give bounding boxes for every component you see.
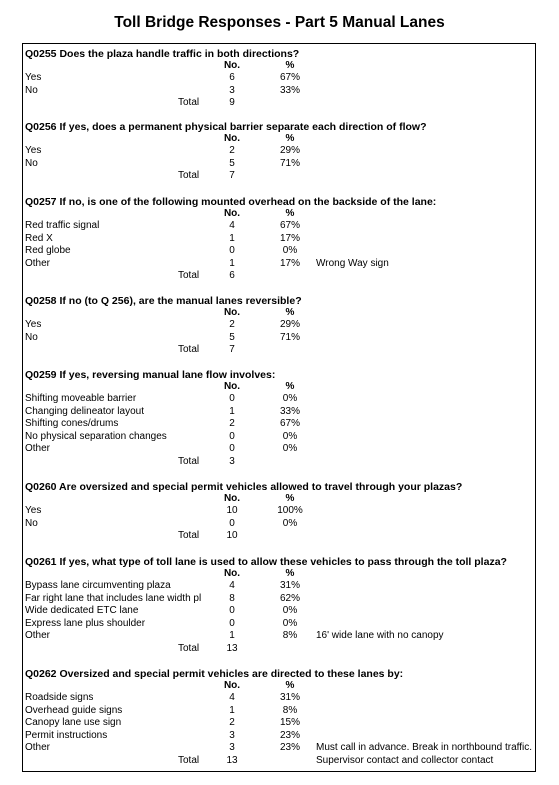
answer-row — [25, 319, 302, 332]
column-header-row — [25, 60, 299, 72]
answer-label: Yes — [25, 145, 42, 156]
answer-row — [25, 405, 300, 419]
answer-count: 2 — [229, 319, 235, 330]
answer-percent: 0% — [282, 617, 298, 629]
total-row — [25, 170, 426, 183]
answer-percent: 0% — [282, 605, 298, 616]
total-label: Total — [178, 170, 200, 181]
answer-percent: 62% — [279, 592, 300, 604]
answer-row — [25, 630, 507, 643]
answer-label: No — [25, 157, 38, 169]
answer-count: 0 — [229, 245, 235, 256]
answer-percent: 0% — [282, 245, 298, 256]
column-header-row — [25, 493, 462, 505]
answer-row — [25, 158, 426, 171]
question-q0259 — [25, 369, 300, 468]
answer-count: 2 — [229, 145, 235, 156]
answer-row — [25, 705, 403, 718]
answer-percent: 67% — [279, 418, 300, 429]
answer-count: 1 — [229, 630, 235, 641]
answer-percent: 0% — [282, 393, 298, 404]
total-label: Total — [178, 754, 200, 766]
answer-count: 8 — [229, 592, 235, 604]
answer-row — [25, 518, 462, 531]
answer-row — [25, 618, 507, 631]
answer-label: Other — [25, 257, 51, 269]
answer-percent: 8% — [282, 704, 298, 716]
answer-percent: 100% — [277, 505, 303, 516]
answer-row — [25, 72, 299, 85]
answer-row — [25, 85, 299, 98]
total-row — [25, 344, 302, 357]
answer-label: Yes — [25, 505, 42, 516]
column-header-pct: % — [285, 493, 295, 504]
question-title: Q0262 Oversized and special permit vehicles are directed to these lanes by: — [25, 668, 404, 680]
answer-row — [25, 145, 426, 158]
total-row — [25, 97, 299, 110]
column-header-no: No. — [223, 307, 241, 318]
column-header-pct: % — [285, 568, 295, 579]
answer-label: Red X — [25, 232, 53, 244]
answer-row — [25, 605, 507, 618]
answer-label: Shifting moveable barrier — [25, 393, 137, 404]
question-title: Q0257 If no, is one of the following mounted overhead on the backside of the lane: — [25, 196, 437, 208]
answer-row — [25, 393, 298, 406]
total-row — [25, 456, 275, 469]
answer-count: 0 — [229, 443, 235, 454]
answer-percent: 33% — [279, 405, 300, 417]
answer-note: Wrong Way sign — [316, 257, 389, 269]
column-header-no: No. — [223, 133, 241, 144]
column-header-pct: % — [285, 307, 295, 318]
question-title: Q0258 If no (to Q 256), are the manual lanes reversible? — [25, 295, 302, 307]
column-header-no: No. — [223, 568, 241, 579]
total-count: 13 — [226, 642, 238, 654]
answer-row — [25, 418, 300, 431]
answer-label: No physical separation changes — [25, 430, 167, 442]
column-header-row — [25, 381, 295, 393]
question-q0257 — [25, 196, 436, 283]
question-title: Q0255 Does the plaza handle traffic in both directions? — [25, 48, 300, 60]
total-label: Total — [178, 455, 200, 467]
answer-count: 0 — [229, 393, 235, 404]
question-q0262 — [25, 668, 533, 767]
total-label: Total — [178, 97, 200, 108]
answer-percent: 31% — [279, 580, 300, 591]
answer-count: 1 — [229, 405, 235, 417]
answer-row — [25, 220, 436, 233]
column-header-row — [25, 208, 436, 220]
answer-row — [25, 742, 533, 755]
total-count: 7 — [229, 170, 235, 181]
total-label: Total — [178, 642, 200, 654]
answer-label: No — [25, 331, 38, 343]
column-header-row — [25, 133, 426, 145]
answer-label: Bypass lane circumventing plaza — [25, 580, 171, 591]
question-title: Q0259 If yes, reversing manual lane flow involves: — [25, 369, 276, 381]
total-row — [25, 643, 507, 656]
answer-count: 2 — [229, 418, 235, 429]
question-q0255 — [25, 48, 299, 110]
answer-row — [25, 245, 436, 258]
total-note: Supervisor contact and collector contact — [316, 754, 494, 766]
answer-count: 3 — [229, 84, 235, 96]
answer-count: 1 — [229, 232, 235, 244]
answer-label: No — [25, 517, 38, 529]
answer-row — [25, 505, 462, 518]
column-header-row — [25, 568, 507, 580]
total-row — [25, 530, 462, 543]
answer-label: Overhead guide signs — [25, 704, 123, 716]
answer-label: Express lane plus shoulder — [25, 617, 146, 629]
question-title: Q0261 If yes, what type of toll lane is used to allow these vehicles to pass through the toll plaza? — [25, 556, 507, 568]
answer-row — [25, 332, 302, 345]
answer-percent: 29% — [279, 319, 300, 330]
answer-label: Canopy lane use sign — [25, 717, 122, 728]
answer-label: Red globe — [25, 245, 71, 256]
answer-percent: 0% — [282, 443, 298, 454]
column-header-row — [25, 307, 302, 319]
answer-label: No — [25, 84, 38, 96]
answer-percent: 67% — [279, 220, 300, 231]
column-header-pct: % — [285, 133, 295, 144]
question-q0256 — [25, 121, 426, 183]
answer-count: 0 — [229, 517, 235, 529]
answer-count: 2 — [229, 717, 235, 728]
answer-row — [25, 233, 436, 246]
column-header-no: No. — [223, 381, 241, 392]
question-title: Q0256 If yes, does a permanent physical barrier separate each direction of flow? — [25, 121, 427, 133]
answer-percent: 8% — [282, 630, 298, 641]
total-count: 3 — [229, 455, 235, 467]
total-row — [25, 754, 494, 768]
answer-label: Wide dedicated ETC lane — [25, 605, 139, 616]
total-count: 9 — [229, 97, 235, 108]
column-header-no: No. — [223, 680, 241, 691]
answer-count: 0 — [229, 617, 235, 629]
total-label: Total — [178, 344, 200, 355]
question-q0260 — [25, 481, 462, 543]
answer-count: 10 — [226, 505, 238, 516]
question-title: Q0260 Are oversized and special permit vehicles allowed to travel through your plazas? — [25, 481, 463, 493]
answer-label: Shifting cones/drums — [25, 418, 119, 429]
answer-label: Roadside signs — [25, 692, 94, 703]
column-header-no: No. — [223, 208, 241, 219]
answer-count: 6 — [229, 72, 235, 83]
page-title: Toll Bridge Responses - Part 5 Manual Lanes — [114, 14, 445, 31]
answer-percent: 67% — [279, 72, 300, 83]
answer-count: 1 — [229, 257, 235, 269]
answer-label: Yes — [25, 319, 42, 330]
answer-percent: 0% — [282, 517, 298, 529]
answer-label: Other — [25, 630, 51, 641]
answer-row — [25, 717, 403, 730]
answer-count: 5 — [229, 331, 235, 343]
answer-percent: 29% — [279, 145, 300, 156]
total-label: Total — [178, 530, 200, 541]
answer-label: Red traffic signal — [25, 220, 100, 231]
answer-label: Other — [25, 742, 51, 753]
answer-percent: 71% — [279, 331, 300, 343]
answer-percent: 33% — [279, 84, 300, 96]
answer-row — [25, 430, 298, 444]
answer-label: Yes — [25, 72, 42, 83]
answer-count: 3 — [229, 742, 235, 753]
total-count: 7 — [229, 344, 235, 355]
total-count: 13 — [226, 754, 238, 766]
answer-count: 4 — [229, 580, 235, 591]
column-header-no: No. — [223, 493, 241, 504]
answer-row — [25, 730, 403, 743]
answer-label: Far right lane that includes lane width pl — [25, 592, 202, 604]
answer-percent: 31% — [279, 692, 300, 703]
total-row — [25, 270, 436, 283]
answer-count: 5 — [229, 157, 235, 169]
total-label: Total — [178, 270, 200, 281]
answer-label: Changing delineator layout — [25, 405, 144, 417]
column-header-row — [25, 680, 403, 692]
answer-row — [25, 443, 298, 456]
answer-count: 0 — [229, 605, 235, 616]
answer-note: 16' wide lane with no canopy — [316, 630, 444, 641]
answer-count: 4 — [229, 220, 235, 231]
answer-row — [25, 580, 507, 593]
answer-count: 4 — [229, 692, 235, 703]
answer-percent: 71% — [279, 157, 300, 169]
total-count: 10 — [226, 530, 238, 541]
total-count: 6 — [229, 270, 235, 281]
column-header-no: No. — [223, 60, 241, 71]
answer-count: 1 — [229, 704, 235, 716]
answer-label: Permit instructions — [25, 729, 108, 741]
answer-percent: 23% — [279, 729, 300, 741]
question-q0261 — [25, 556, 507, 655]
answer-row — [25, 258, 436, 271]
column-header-pct: % — [285, 680, 295, 691]
answer-count: 3 — [229, 729, 235, 741]
answer-percent: 17% — [279, 232, 300, 244]
answer-percent: 15% — [279, 717, 300, 728]
answer-percent: 0% — [282, 430, 298, 442]
answer-percent: 23% — [279, 742, 300, 753]
question-q0258 — [25, 295, 302, 357]
answer-percent: 17% — [279, 257, 300, 269]
column-header-pct: % — [285, 381, 295, 392]
column-header-pct: % — [285, 60, 295, 71]
answer-count: 0 — [229, 430, 235, 442]
column-header-pct: % — [285, 208, 295, 219]
answer-row — [25, 593, 507, 606]
answer-label: Other — [25, 443, 51, 454]
answer-row — [25, 692, 403, 705]
answer-note: Must call in advance. Break in northbound traffic. — [316, 742, 533, 753]
